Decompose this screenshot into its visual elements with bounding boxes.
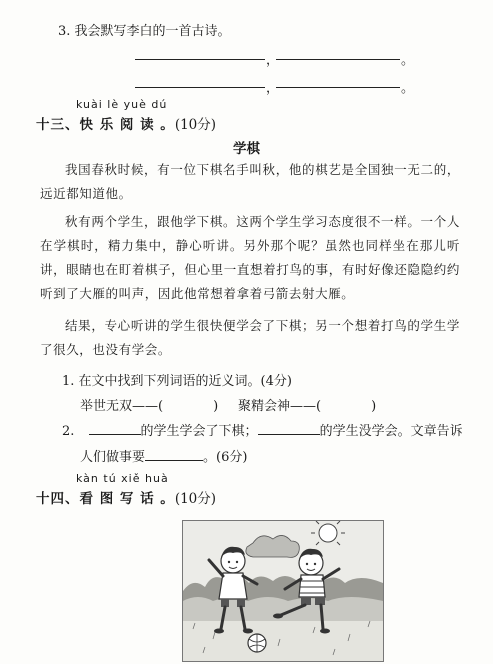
section-13-score: (10分) (174, 117, 217, 133)
passage-paragraph-3: 结果，专心听讲的学生很快便学会了下棋；另一个想着打鸟的学生学了很久，也没有学会。 (40, 318, 460, 357)
question-3-label: 3. 我会默写李白的一首古诗。 (58, 24, 231, 39)
synonym-word-2: 聚精会神——( (238, 399, 322, 414)
section-13-title: 十三、快 乐 阅 读 。 (36, 117, 175, 133)
question-2-part-1: 的学生学会了下棋； (140, 424, 258, 439)
synonym-word-1: 举世无双——( (80, 399, 164, 414)
poem-line-1b[interactable] (276, 59, 400, 60)
question-1-item-1 (80, 395, 218, 414)
question-2-line-1 (62, 420, 463, 439)
comma-2: ， (266, 81, 280, 96)
close-paren-1: ) (213, 399, 219, 414)
question-2-part-2: 的学生没学会。文章告诉 (319, 424, 463, 439)
section-13-pinyin: kuài lè yuè dú (76, 98, 168, 111)
question-1-item-2 (238, 395, 376, 414)
question-2-number: 2. (62, 424, 75, 439)
question-2-line-2 (80, 446, 247, 465)
close-paren-2: ) (371, 399, 377, 414)
passage-title: 学棋 (233, 141, 260, 157)
section-14-score: (10分) (174, 491, 217, 507)
section-14-heading (36, 487, 216, 507)
period-2: 。 (401, 81, 415, 96)
poem-line-1a[interactable] (135, 59, 265, 60)
answer-blank-1[interactable] (89, 422, 141, 435)
period-1: 。 (401, 53, 415, 68)
poem-line-2a[interactable] (135, 87, 265, 88)
question-1-label: 1. 在文中找到下列词语的近义词。(4分) (62, 374, 292, 389)
question-2-part-4: 。(6分) (203, 450, 248, 465)
poem-line-2b[interactable] (276, 87, 400, 88)
comma-1: ， (266, 53, 280, 68)
question-2-part-3: 人们做事要 (80, 450, 146, 465)
section-14-title: 十四、看 图 写 话 。 (36, 491, 175, 507)
passage-paragraph-1: 我国春秋时候，有一位下棋名手叫秋，他的棋艺是全国独一无二的，远近都知道他。 (40, 162, 460, 201)
children-playing-ball-illustration (182, 520, 384, 662)
passage-paragraph-2: 秋有两个学生，跟他学下棋。这两个学生学习态度很不一样。一个人在学棋时，精力集中，静心听讲。另外那个呢？虽然也同样坐在那儿听讲，眼睛也在盯着棋子，但心里一直想着打鸟的事，有时好像还隐隐约约听到了大雁的叫声，因此他常想着拿着弓箭去射大雁。 (40, 214, 460, 301)
section-14-pinyin: kàn tú xiě huà (76, 472, 169, 485)
answer-blank-2[interactable] (258, 422, 320, 435)
answer-blank-3[interactable] (145, 448, 203, 461)
section-13-heading (36, 113, 216, 133)
